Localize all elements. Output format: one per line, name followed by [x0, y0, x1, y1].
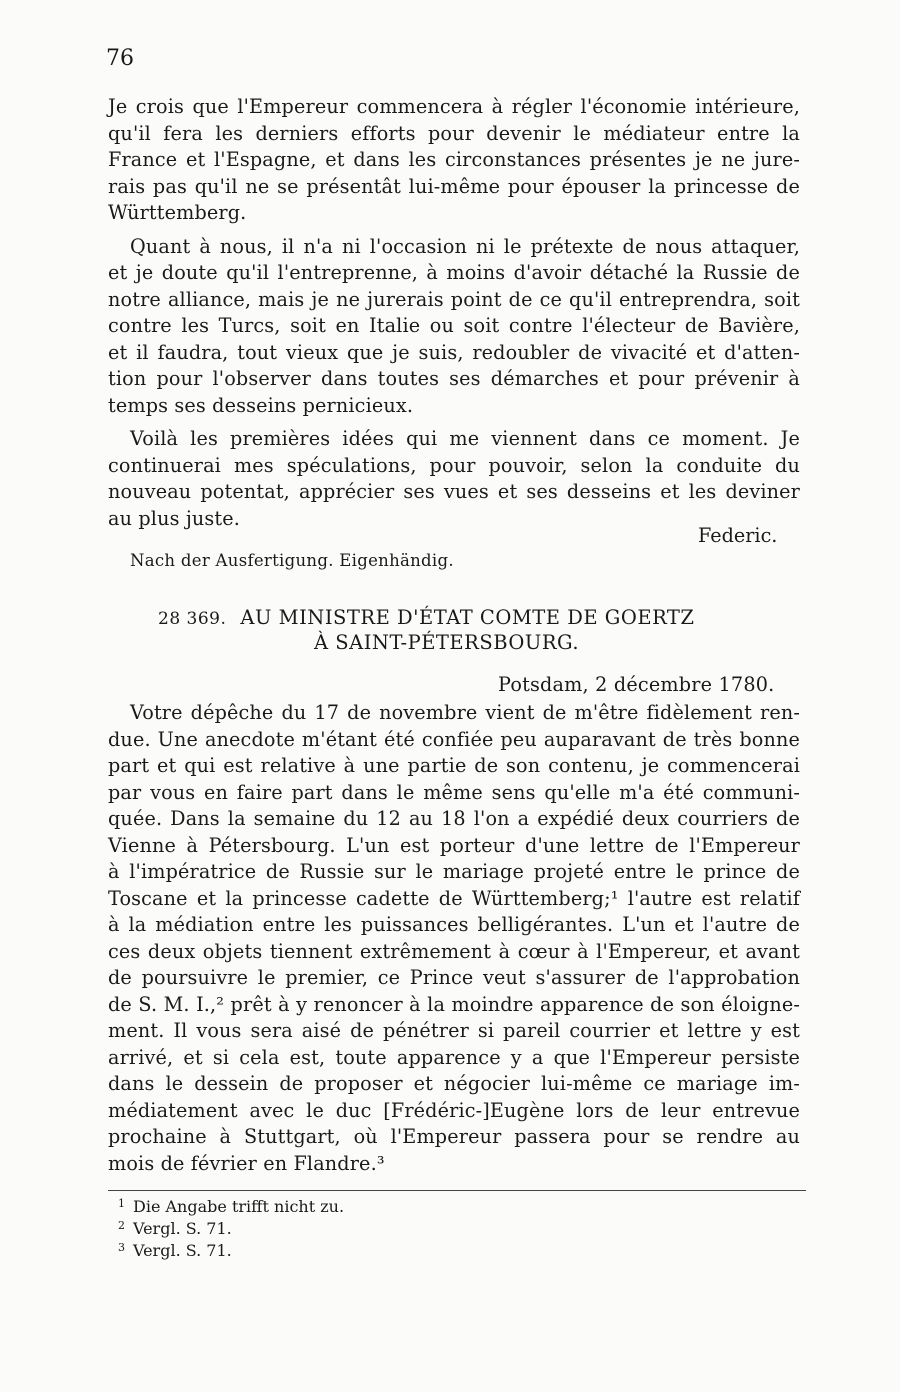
text-line: notre alliance, mais je ne jurerais point de ce qu'il entreprendra, soit [108, 287, 800, 311]
text-line: prochaine à Stuttgart, où l'Empereur passera pour se rendre au [108, 1125, 800, 1148]
footnote-text: Vergl. S. 71. [133, 1219, 232, 1238]
text-line: de S. M. I.,² prêt à y renoncer à la moindre apparence de son éloigne- [108, 992, 800, 1016]
dateline: Potsdam, 2 décembre 1780. [498, 673, 775, 696]
text-line: nouveau potentat, apprécier ses vues et ses desseins et les deviner [108, 480, 800, 503]
text-line: et il faudra, tout vieux que je suis, redoubler de vivacité et d'atten- [108, 340, 800, 364]
footnote-mark: 1 [118, 1197, 125, 1210]
text-line: à la médiation entre les puissances belligérantes. L'un et l'autre de [108, 913, 800, 936]
text-line: Quant à nous, il n'a ni l'occasion ni le prétexte de nous attaquer, [130, 234, 800, 258]
text-line: Toscane et la princesse cadette de Württemberg;¹ l'autre est relatif [108, 886, 800, 910]
text-line: à l'impératrice de Russie sur le mariage projeté entre le prince de [108, 860, 800, 883]
footnote-3 [118, 1237, 232, 1259]
text-line: et je doute qu'il l'entreprenne, à moins d'avoir détaché la Russie de [108, 261, 800, 284]
signature: Federic. [698, 524, 778, 547]
letter-body [108, 700, 800, 1177]
footnote-text: Vergl. S. 71. [133, 1241, 232, 1260]
letter-heading [158, 606, 758, 654]
footnote-text: Die Angabe trifft nicht zu. [133, 1197, 345, 1216]
text-line: par vous en faire part dans le même sens qu'elle m'a été communi- [108, 780, 800, 804]
text-line: due. Une anecdote m'étant été confiée peu auparavant de très bonne [108, 727, 800, 751]
text-line: Württemberg. [108, 201, 247, 224]
text-line: Je crois que l'Empereur commencera à régler l'économie intérieure, [108, 95, 800, 118]
text-line: quée. Dans la semaine du 12 au 18 l'on a expédié deux courriers de [108, 807, 800, 830]
text-line: arrivé, et si cela est, toute apparence y a que l'Empereur persiste [108, 1045, 800, 1069]
text-line: ces deux objets tiennent extrêmement à cœur à l'Empereur, et avant [108, 939, 800, 963]
text-line: Vienne à Pétersbourg. L'un est porteur d'une lettre de l'Empereur [108, 833, 800, 857]
heading-line-2: À SAINT-PÉTERSBOURG. [314, 631, 580, 654]
text-line: France et l'Espagne, et dans les circonstances présentes je ne jure- [108, 148, 800, 171]
text-line: continuerai mes spéculations, pour pouvoir, selon la conduite du [108, 453, 800, 477]
text-line: contre les Turcs, soit en Italie ou soit contre l'électeur de Bavière, [108, 314, 800, 337]
text-line: mois de février en Flandre.³ [108, 1151, 385, 1175]
paragraph-1 [108, 94, 800, 532]
page-number: 76 [106, 46, 134, 71]
text-line: rais pas qu'il ne se présentât lui-même pour épouser la princesse de [108, 174, 800, 198]
text-line: part et qui est relative à une partie de son contenu, je commencerai [108, 754, 800, 777]
footnote-mark: 2 [118, 1219, 125, 1232]
text-line: Votre dépêche du 17 de novembre vient de m'être fidèlement ren- [130, 701, 800, 724]
text-line: au plus juste. [108, 506, 241, 530]
footnote-mark: 3 [118, 1241, 125, 1254]
text-line: de poursuivre le premier, ce Prince veut s'assurer de l'approbation [108, 966, 800, 989]
text-line: médiatement avec le duc [Frédéric-]Eugène lors de leur entrevue [108, 1098, 800, 1122]
footnote-rule [108, 1190, 806, 1191]
text-line: temps ses desseins pernicieux. [108, 393, 414, 417]
footnote-2 [118, 1215, 232, 1237]
text-line: qu'il fera les derniers efforts pour devenir le médiateur entre la [108, 121, 800, 145]
text-line: Voilà les premières idées qui me viennent dans ce moment. Je [130, 427, 800, 450]
source-note: Nach der Ausfertigung. Eigenhändig. [130, 551, 454, 570]
text-line: dans le dessein de proposer et négocier lui-même ce mariage im- [108, 1072, 800, 1095]
text-line: ment. Il vous sera aisé de pénétrer si pareil courrier et lettre y est [108, 1019, 800, 1042]
footnote-1 [118, 1193, 344, 1215]
letter-number: 28 369. [158, 609, 227, 629]
heading-line-1: AU MINISTRE D'ÉTAT COMTE DE GOERTZ [240, 606, 695, 629]
text-line: tion pour l'observer dans toutes ses démarches et pour prévenir à [108, 367, 800, 390]
